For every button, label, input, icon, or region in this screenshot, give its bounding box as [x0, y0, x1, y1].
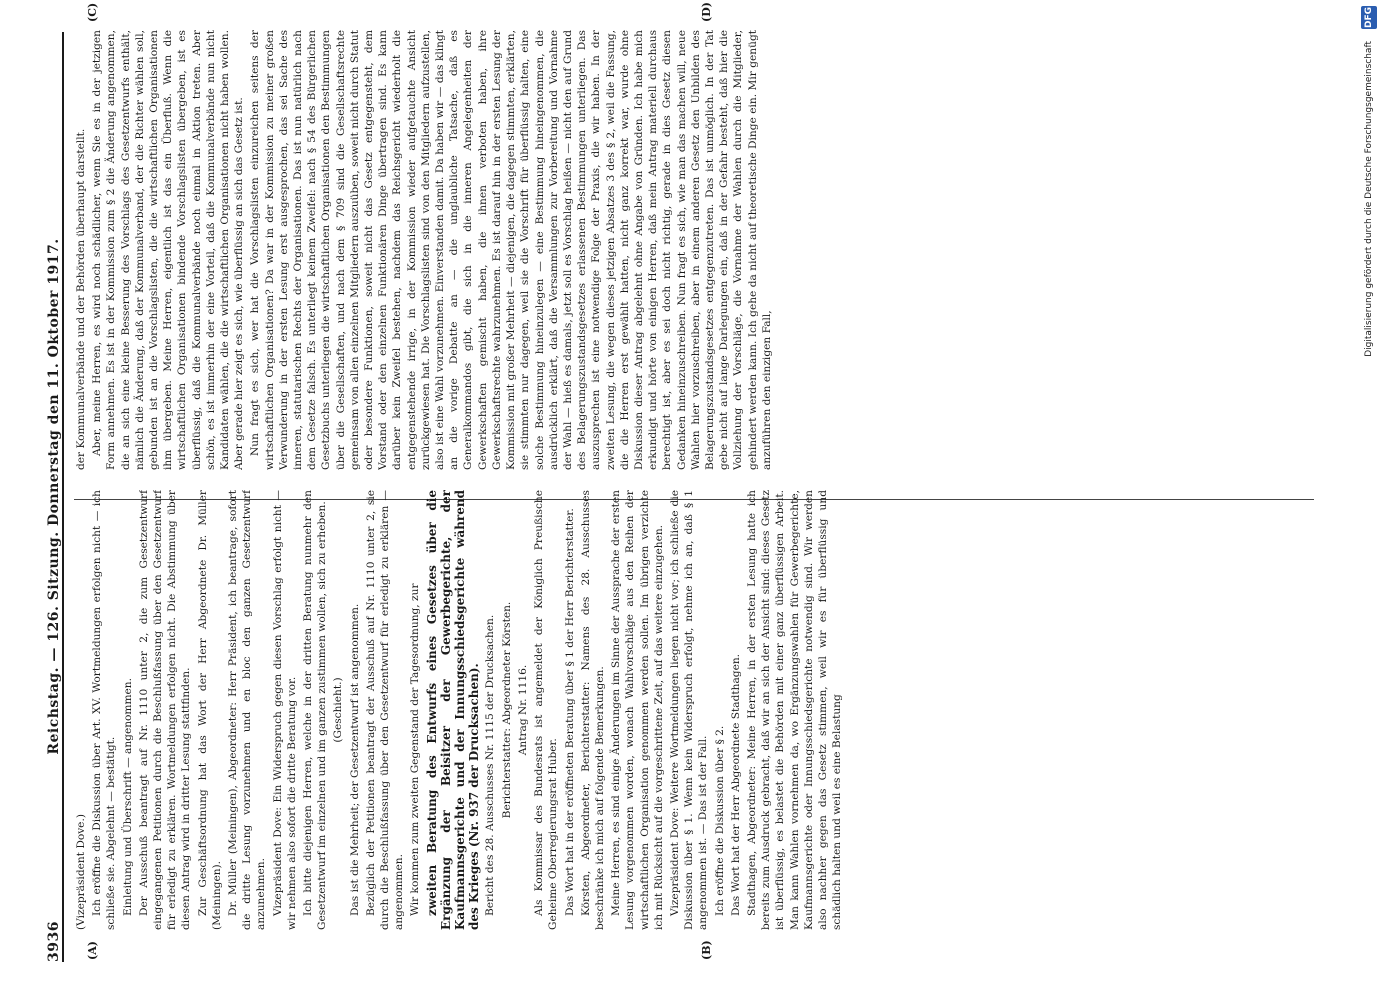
paragraph: Bericht des 28. Ausschusses Nr. 1115 der Drucksachen.: [484, 614, 497, 916]
paragraph: Ich eröffne die Diskussion über Art. XV. Wortmeldungen erfolgen nicht — ich schließe sie. Abgelehnt — bestätigt.: [91, 490, 118, 930]
paragraph: Ich eröffne die Diskussion über § 2.: [713, 725, 726, 916]
agenda-item-heading: zweiten Beratung des Entwurfs eines Gesetzes über die Ergänzung der Beisitzer der Gewerbegerichte, der Kaufmannsgerichte und der Innungsschiedsgerichte während des Krieges (Nr. 937 der Drucksachen).: [424, 490, 482, 930]
speaker-note: (Vizepräsident Dove.): [75, 814, 87, 930]
margin-mark-c: (C): [86, 2, 99, 22]
right-column: [74, 30, 1334, 470]
paragraph: Einleitung und Überschrift — angenommen.: [121, 678, 134, 916]
paragraph: Der Ausschuß beantragt auf Nr. 1110 unter 2, die zum Gesetzentwurf eingegangenen Petitionen durch die Beschlußfassung über den Gesetzentwurf für erledigt zu erklären. Wortmeldungen erfolgen nicht. Die Abstimmung über diesen Antrag wird in dritter Lesung stattfinden.: [137, 490, 193, 930]
paragraph: Körsten, Abgeordneter, Berichterstatter: Namens des 28. Ausschusses beschränke ich mich auf folgende Bemerkungen.: [579, 490, 606, 930]
paragraph: Wir kommen zum zweiten Gegenstand der Tagesordnung, zur: [409, 583, 422, 916]
paragraph: Nun fragt es sich, wer hat die Vorschlagslisten einzureichen seitens der wirtschaftlichen Organisationen? Da war in der Kommission zu meiner großen Verwunderung in der ersten Lesung erst ausgesprochen, das sei Sache des inneren, statutarischen Rechts der Organisationen. Das ist nun natürlich nach dem Gesetze falsch. Es unterliegt keinem Zweifel: nach § 54 des Bürgerlichen Gesetzbuchs unterliegen die wirtschaftlichen Organisationen den Bestimmungen über die Gesellschaften, und nach dem § 709 sind die Gesellschaftsrechte gemeinsam von allen einzelnen Mitgliedern auszuüben, soweit nicht durch Statut oder besondere Funktionen, soweit nicht das Gesetz entgegensteht, dem Vorstand oder den einzelnen Funktionären Dinge übertragen sind. Es kann darüber kein Zweifel bestehen, nachdem das Reichsgericht wiederholt die entgegenstehende irrige, in der Kommission wieder aufgetauchte Ansicht zurückgewiesen hat. Die Vorschlagslisten sind von den Mitgliedern aufzustellen, also ist eine Wahl vorzunehmen. Einverstanden damit. Da haben wir — das klingt an die vorige Debatte an — die unglaubliche Tatsache, daß es Generalkommandos gibt, die sich in die inneren Angelegenheiten der Gewerkschaften gemischt haben, die ihnen verboten haben, ihre Gewerkschaftsrechte wahrzunehmen. Es ist darauf hin in der ersten Lesung der Kommission mit großer Mehrheit — diejenigen, die dagegen stimmten, erklärten, sie stimmten nur dagegen, weil sie die Vorschrift für überflüssig halten, eine solche Bestimmung hineinzulegen — eine Bestimmung hineingenommen, die ausdrücklich erklärt, daß die Versammlungen zur Vorbereitung und Vornahme der Wahl — hieß es damals, jetzt soll es Vorschlag heißen — nicht den auf Grund des Belagerungszustandsgesetzes erlassenen Bestimmungen unterliegen. Das auszusprechen ist eine notwendige Folge der Praxis, die wir haben. In der zweiten Lesung, die wegen dieses jetzigen Absatzes 3 des § 2, weil die Fassung, die die Herren erst gewählt hatten, nicht ganz korrekt war, wurde ohne Diskussion dieser Antrag abgelehnt ohne Angabe von Gründen. Ich habe mich erkundigt und hörte von einigen Herren, daß mein Antrag materiell durchaus berechtigt ist, aber es sei doch nicht richtig, gerade in dies Gesetz diesen Gedanken hineinzuschreiben. Nun fragt es sich, wie man das machen will, neue Wahlen hier vorzuschreiben, aber in einem anderen Gesetz den Unbilden des Belagerungszustandsgesetzes entgegenzutreten. Das ist unmöglich. In der Tat gebe nicht auf lange Darlegungen ein, daß in der Gefahr besteht, daß hier die Vollziehung der Vorschläge, die Vornahme der Wahlen durch die Mitglieder, gehindert werden kann. Ich gehe da nicht auf theoretische Dinge ein. Mir genügt anzuführen den einzigen Fall,: [249, 30, 773, 470]
digitization-strip: [1359, 0, 1379, 1000]
paragraph: Das ist die Mehrheit; der Gesetzentwurf ist angenommen.: [348, 603, 361, 916]
paragraph: Als Kommissar des Bundesrats ist angemeldet der Königlich Preußische Geheime Oberregierungsrat Huber.: [533, 490, 560, 930]
paragraph: Meine Herren, es sind einige Änderungen im Sinne der Aussprache der ersten Lesung vorgenommen worden, wonach Wahlvorschläge aus den Reihen der wirtschaftlichen Organisation genommen werden sollen. Im übrigen verzichte ich mit Rücksicht auf die vorgeschrittene Zeit, auf das weitere einzugehen.: [610, 490, 665, 930]
left-column: [74, 490, 1334, 930]
page-title: Reichstag. — 126. Sitzung. Donnerstag den 11. Oktober 1917.: [46, 238, 62, 755]
paragraph: Vizepräsident Dove: Weitere Wortmeldungen liegen nicht vor; ich schließe die Diskussion über § 1. Wenn kein Widerspruch erfolgt, nehme ich an, daß § 1 angenommen ist. — Das ist der Fall.: [668, 490, 710, 930]
stage-direction: (Geschieht.): [332, 677, 345, 743]
page-header: [34, 32, 64, 962]
paragraph: Aber, meine Herren, es wird noch schädlicher, wenn Sie es in der jetzigen Form annehmen. Es ist in der Kommission zum § 2 die Änderung angenommen, die an sich eine kleine Besserung des Vorschlags des Gesetzentwurfs enthält, nämlich die Änderung, daß der Kommunalverband, der die Richter wählen soll, gebunden ist an die Vorschlagslisten, die die wirtschaftlichen Organisationen ihm übergeben. Meine Herren, eigentlich ist das ein Überfluß. Wenn die wirtschaftlichen Organisationen bindende Vorschlagslisten übergeben, ist es überflüssig, daß die Kommunalverbände noch einmal in Aktion treten. Aber schön, es ist immerhin der eine Vorteil, daß die Kommunalverbände nun nicht Kandidaten wählen, die die wirtschaftlichen Organisationen nicht haben wollen. Aber gerade hier zeigt es sich, wie überflüssig an sich das Gesetz ist.: [91, 30, 246, 470]
paragraph: der Kommunalverbände und der Behörden überhaupt darstellt.: [75, 128, 87, 470]
dfg-logo: DFG: [1361, 6, 1377, 29]
paragraph: Zur Geschäftsordnung hat das Wort der Herr Abgeordnete Dr. Müller (Meiningen).: [196, 490, 223, 930]
margin-mark-b: (B): [700, 940, 713, 960]
paragraph: Das Wort hat der Herr Abgeordnete Stadthagen.: [729, 653, 742, 916]
margin-mark-d: (D): [700, 2, 713, 22]
paragraph: Vizepräsident Dove: Ein Widerspruch gegen diesen Vorschlag erfolgt nicht — wir nehmen also sofort die dritte Beratung vor.: [271, 490, 298, 930]
paragraph: Bezüglich der Petitionen beantragt der Ausschuß auf Nr. 1110 unter 2, sie durch die Beschlußfassung über den Gesetzentwurf für erledigt zu erklären — angenommen.: [364, 490, 406, 930]
paragraph: Stadthagen, Abgeordneter: Meine Herren, in der ersten Lesung hatte ich bereits zum Ausdruck gebracht, daß wir an sich der Ansicht sind: dieses Gesetz ist überflüssig, es belastet die Behörden mit einer ganz überflüssigen Arbeit. Man kann Wahlen vornehmen da, wo Ergänzungswahlen für Gewerbegerichte, Kaufmannsgerichte oder Innungsschiedsgerichte notwendig sind. Wir werden also nachher gegen das Gesetz stimmen, weil wir es für überflüssig und schädlich halten und weil es eine Belastung: [745, 490, 844, 930]
paragraph: Das Wort hat in der eröffneten Beratung über § 1 der Herr Berichterstatter.: [563, 508, 576, 916]
paragraph: Dr. Müller (Meiningen), Abgeordneter: Herr Präsident, ich beantrage, sofort die dritte Lesung vorzunehmen und en bloc den ganzen Gesetzentwurf anzunehmen.: [227, 490, 268, 930]
margin-mark-a: (A): [86, 941, 99, 960]
paragraph: Ich bitte diejenigen Herren, welche in der dritten Beratung nunmehr den Gesetzentwurf im einzelnen und im ganzen zustimmen wollen, sich zu erheben.: [302, 490, 329, 930]
rapporteur-line: Berichterstatter: Abgeordneter Körsten.: [500, 601, 513, 819]
digitization-note: Digitalisierung gefördert durch die Deutsche Forschungsgemeinschaft: [1364, 41, 1374, 357]
motion-line: Antrag Nr. 1116.: [516, 664, 529, 756]
page-number: 3936: [46, 921, 62, 962]
